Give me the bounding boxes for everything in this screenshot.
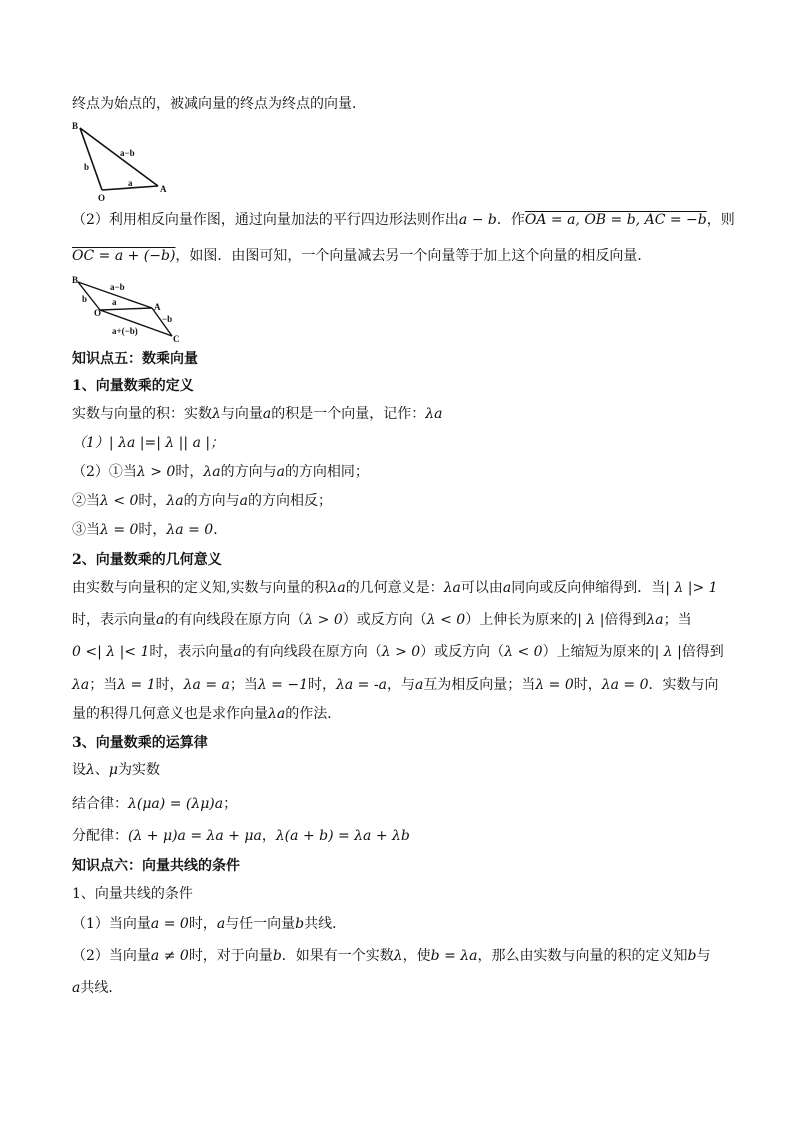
point-label-C: C — [173, 334, 180, 344]
text-line — [72, 914, 732, 934]
text-fragment: λ < 0 — [100, 493, 139, 509]
text-fragment: λa = -a — [336, 677, 387, 693]
text-line — [72, 94, 732, 114]
text-fragment: ③当 — [72, 522, 100, 538]
text-fragment: λ — [212, 406, 221, 422]
text-fragment: λa = a — [183, 677, 230, 693]
text-line — [72, 946, 732, 966]
text-fragment: 的积是一个向量，记作： — [271, 406, 426, 422]
text-fragment: ， — [261, 828, 276, 844]
text-fragment: ）或反方向（ — [342, 612, 427, 628]
text-line — [72, 826, 732, 846]
text-fragment: 由实数与向量积的定义知,实数与向量的积 — [72, 580, 329, 596]
text-fragment: 时， — [138, 522, 167, 538]
point-label-B: B — [72, 275, 79, 285]
parallelogram-figure-diagram — [72, 276, 182, 346]
text-fragment: ． — [213, 522, 228, 538]
text-fragment: （2）①当 — [72, 464, 137, 480]
text-fragment: （1）| λa |=| λ || a |； — [72, 435, 225, 451]
text-fragment: (λ + μ)a = λa + μa — [128, 828, 262, 844]
text-fragment: 为实数 — [117, 762, 160, 778]
text-fragment: λ — [86, 762, 95, 778]
text-fragment: 时， — [175, 464, 204, 480]
text-fragment: b — [295, 916, 305, 932]
text-fragment: ，那么由实数与向量的积的定义知 — [477, 948, 688, 964]
text-fragment: 实数与向量的积：实数 — [72, 406, 212, 422]
text-fragment: 时，表示向量 — [72, 612, 156, 628]
text-fragment: 知识点五：数乘向量 — [72, 351, 198, 367]
text-fragment: ；当 — [663, 612, 692, 628]
text-fragment: 终点为始点的，被减向量的终点为终点的向量． — [72, 96, 366, 112]
text-fragment: 可以由 — [460, 580, 503, 596]
text-fragment: b = λa — [430, 948, 478, 964]
text-fragment: ）上伸长为原来的 — [465, 612, 578, 628]
text-fragment: ；当 — [89, 677, 118, 693]
text-fragment: ）或反方向（ — [420, 644, 505, 660]
text-fragment: 设 — [72, 762, 86, 778]
text-fragment: OA = a, OB = b, AC = −b — [524, 212, 707, 228]
text-fragment: λ < 0 — [426, 612, 466, 628]
text-fragment: 的方向与 — [220, 464, 277, 480]
edge-label-a: a — [128, 178, 133, 188]
text-fragment: ，如图．由图可知，一个向量减去另一个向量等于加上这个向量的相反向量． — [175, 248, 652, 264]
text-line — [72, 520, 732, 540]
text-fragment: a = 0 — [150, 916, 189, 932]
point-label-O: O — [94, 308, 102, 318]
text-fragment: λ > 0 — [136, 464, 176, 480]
text-fragment: 的有向线段在原方向（ — [164, 612, 305, 628]
text-fragment: λ > 0 — [304, 612, 343, 628]
point-label-A: A — [154, 302, 161, 312]
text-line — [72, 978, 732, 998]
text-line — [72, 210, 735, 230]
text-fragment: a ≠ 0 — [150, 948, 189, 964]
text-fragment: λ(a + b) = λa + λb — [275, 828, 410, 844]
text-fragment: λ — [393, 948, 403, 964]
text-fragment: a — [233, 644, 242, 660]
text-fragment: λ = 1 — [117, 677, 156, 693]
text-fragment: λ(μa) = (λμ)a — [128, 796, 224, 812]
point-label-B: B — [72, 121, 79, 131]
text-fragment: ，则 — [706, 212, 735, 228]
text-line — [72, 704, 732, 724]
text-fragment: 时， — [188, 916, 217, 932]
text-fragment: a − b — [458, 212, 497, 228]
text-line — [72, 462, 732, 482]
text-fragment: 同向或反向伸缩得到．当 — [511, 580, 666, 596]
text-fragment: 的方向相反； — [248, 493, 333, 509]
edge-label-minus-b: −b — [162, 314, 173, 324]
text-line — [72, 760, 732, 780]
text-fragment: ）上缩短为原来的 — [542, 644, 655, 660]
text-fragment: | λ | — [577, 612, 605, 628]
text-fragment: ，使 — [402, 948, 431, 964]
text-fragment: 3、向量数乘的运算律 — [72, 735, 208, 751]
text-fragment: 结合律： — [72, 796, 128, 812]
text-fragment: ．实数与向 — [648, 677, 719, 693]
text-fragment: 1、向量共线的条件 — [72, 886, 193, 902]
text-fragment: 量的积得几何意义也是求作向量 — [72, 706, 268, 722]
text-fragment: 2、向量数乘的几何意义 — [72, 552, 222, 568]
edge-label-a-plus-minus-b: a+(−b) — [112, 326, 138, 336]
text-fragment: λ > 0 — [381, 644, 421, 660]
text-fragment: 的方向与 — [183, 493, 240, 509]
text-line — [72, 491, 732, 511]
text-fragment: λa = 0 — [601, 677, 649, 693]
section-heading — [72, 856, 732, 876]
text-fragment: 的几何意义是： — [345, 580, 444, 596]
text-line — [72, 578, 732, 598]
subsection-heading — [72, 376, 732, 396]
text-fragment: λ = 0 — [100, 522, 139, 538]
text-fragment: ；当 — [229, 677, 258, 693]
text-fragment: a — [216, 916, 226, 932]
text-line — [72, 246, 732, 266]
subsection-heading — [72, 884, 732, 904]
text-fragment: | λ | — [654, 644, 682, 660]
text-fragment: （2）当向量 — [72, 948, 151, 964]
edge-label-a-minus-b: a−b — [110, 282, 125, 292]
section-heading — [72, 349, 732, 369]
text-line — [72, 404, 732, 424]
text-fragment: 时，对于向量 — [188, 948, 273, 964]
point-label-O: O — [98, 193, 106, 203]
text-fragment: a — [502, 580, 512, 596]
text-line — [72, 642, 732, 662]
text-fragment: 知识点六：向量共线的条件 — [72, 858, 240, 874]
text-line — [72, 794, 732, 814]
text-fragment: λa — [646, 612, 664, 628]
text-fragment: 、 — [94, 762, 109, 778]
point-label-A: A — [160, 184, 167, 194]
text-fragment: λa — [166, 493, 184, 509]
text-fragment: 倍得到 — [604, 612, 647, 628]
text-fragment: OC = a + (−b) — [72, 248, 176, 264]
text-fragment: 与任一向量 — [225, 916, 296, 932]
text-fragment: a — [262, 406, 272, 422]
text-line — [72, 675, 732, 695]
text-fragment: λa — [203, 464, 221, 480]
text-fragment: λ < 0 — [504, 644, 543, 660]
text-fragment: a — [414, 677, 424, 693]
text-fragment: | λ |> 1 — [665, 580, 718, 596]
text-fragment: a — [156, 612, 165, 628]
text-fragment: （2）利用相反向量作图，通过向量加法的平行四边形法则作出 — [72, 212, 459, 228]
text-fragment: ②当 — [72, 493, 100, 509]
text-fragment: 时， — [573, 677, 602, 693]
text-fragment: 时， — [155, 677, 184, 693]
text-fragment: 的有向线段在原方向（ — [241, 644, 382, 660]
text-fragment: 分配律： — [72, 828, 128, 844]
text-fragment: 与 — [696, 948, 711, 964]
text-fragment: 倍得到 — [681, 644, 724, 660]
text-fragment: ．作 — [496, 212, 525, 228]
edge-label-a: a — [112, 297, 117, 307]
subsection-heading — [72, 733, 732, 753]
text-fragment: ； — [223, 796, 238, 812]
text-fragment: λa — [72, 677, 90, 693]
edge-label-b: b — [84, 162, 90, 172]
text-fragment: λa — [268, 706, 286, 722]
text-fragment: b — [687, 948, 697, 964]
text-fragment: b — [272, 948, 282, 964]
text-fragment: 共线． — [304, 916, 347, 932]
text-fragment: 与向量 — [220, 406, 263, 422]
text-fragment: 1、向量数乘的定义 — [72, 378, 194, 394]
text-fragment: 的作法． — [285, 706, 342, 722]
text-fragment: λa — [425, 406, 443, 422]
text-fragment: μ — [108, 762, 118, 778]
subsection-heading — [72, 550, 732, 570]
text-fragment: 的方向相同； — [284, 464, 369, 480]
text-fragment: 时，表示向量 — [149, 644, 234, 660]
text-fragment: ．如果有一个实数 — [281, 948, 394, 964]
text-line — [72, 610, 732, 630]
text-fragment: λa — [328, 580, 346, 596]
text-fragment: 互为相反向量；当 — [423, 677, 536, 693]
text-line — [72, 433, 732, 453]
text-fragment: λ = −1 — [257, 677, 309, 693]
edge-label-a-minus-b: a−b — [120, 148, 135, 158]
text-fragment: a — [72, 980, 81, 996]
edge-label-b: b — [82, 294, 88, 304]
text-fragment: a — [239, 493, 249, 509]
text-fragment: λ = 0 — [535, 677, 574, 693]
text-fragment: 时， — [308, 677, 337, 693]
text-fragment: 共线． — [80, 980, 123, 996]
text-fragment: ，与 — [386, 677, 415, 693]
text-fragment: λa — [443, 580, 461, 596]
text-fragment: a — [276, 464, 285, 480]
text-fragment: （1）当向量 — [72, 916, 151, 932]
text-fragment: 时， — [138, 493, 167, 509]
text-fragment: 0 <| λ |< 1 — [72, 644, 150, 660]
triangle-figure-diagram — [72, 122, 172, 202]
text-fragment: λa = 0 — [166, 522, 214, 538]
